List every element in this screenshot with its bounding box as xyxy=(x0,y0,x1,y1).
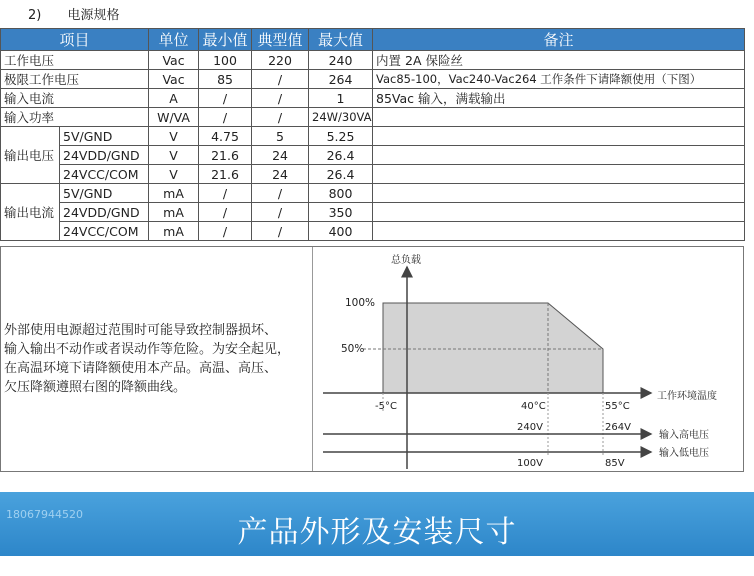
cell-unit: V xyxy=(149,146,199,165)
low-voltage-tick: 85V xyxy=(605,458,625,469)
cell-min: / xyxy=(199,203,252,222)
cell-note: 85Vac 输入，满载输出 xyxy=(373,89,745,108)
cell-note xyxy=(373,184,745,203)
temp-tick: -5°C xyxy=(375,401,397,412)
table-row xyxy=(1,89,745,108)
header-item: 项目 xyxy=(1,29,149,51)
table-row xyxy=(1,108,745,127)
cell-max: 800 xyxy=(309,184,373,203)
cell-typ: 24 xyxy=(252,165,309,184)
cell-typ: 24 xyxy=(252,146,309,165)
cell-max: 26.4 xyxy=(309,165,373,184)
cell-unit: W/VA xyxy=(149,108,199,127)
cell-min: 85 xyxy=(199,70,252,89)
cell-min: / xyxy=(199,108,252,127)
derating-panel xyxy=(0,246,744,472)
derating-chart-svg xyxy=(313,247,744,471)
header-typ: 典型值 xyxy=(252,29,309,51)
table-header-row xyxy=(1,29,745,51)
cell-typ: 220 xyxy=(252,51,309,70)
description-line: 欠压降额遵照右图的降额曲线。 xyxy=(4,380,187,395)
cell-unit: V xyxy=(149,127,199,146)
temp-axis-label: 工作环境温度 xyxy=(657,391,717,402)
cell-min: / xyxy=(199,184,252,203)
cell-max: 400 xyxy=(309,222,373,241)
cell-min: / xyxy=(199,222,252,241)
table-row xyxy=(1,165,745,184)
description-line: 外部使用电源超过范围时可能导致控制器损坏、 xyxy=(4,323,278,338)
cell-unit: mA xyxy=(149,184,199,203)
table-row xyxy=(1,146,745,165)
y-axis-label: 总负载 xyxy=(391,255,421,266)
cell-item: 工作电压 xyxy=(1,51,149,70)
cell-typ: / xyxy=(252,70,309,89)
cell-note xyxy=(373,165,745,184)
temp-tick: 55°C xyxy=(605,401,630,412)
description-line: 输入输出不动作或者误动作等危险。为安全起见， xyxy=(4,342,291,357)
cell-note xyxy=(373,127,745,146)
cell-sub: 24VCC/COM xyxy=(60,165,149,184)
section-heading xyxy=(28,4,120,23)
cell-max: 1 xyxy=(309,89,373,108)
table-row xyxy=(1,127,745,146)
cell-unit: Vac xyxy=(149,51,199,70)
y-tick-50: 50% xyxy=(341,343,365,355)
cell-sub: 5V/GND xyxy=(60,127,149,146)
cell-unit: V xyxy=(149,165,199,184)
cell-max: 26.4 xyxy=(309,146,373,165)
cell-note xyxy=(373,222,745,241)
cell-max: 350 xyxy=(309,203,373,222)
cell-group-output-voltage: 输出电压 xyxy=(1,127,60,184)
cell-item: 输入功率 xyxy=(1,108,149,127)
table-row xyxy=(1,222,745,241)
cell-min: 21.6 xyxy=(199,165,252,184)
derating-area xyxy=(383,303,603,393)
cell-note xyxy=(373,203,745,222)
cell-item: 输入电流 xyxy=(1,89,149,108)
y-tick-100: 100% xyxy=(345,297,376,309)
high-voltage-tick: 240V xyxy=(517,422,543,433)
cell-max: 24W/30VA xyxy=(309,108,373,127)
cell-typ: / xyxy=(252,108,309,127)
cell-sub: 24VDD/GND xyxy=(60,203,149,222)
cell-unit: mA xyxy=(149,222,199,241)
low-voltage-tick: 100V xyxy=(517,458,543,469)
cell-unit: mA xyxy=(149,203,199,222)
cell-sub: 5V/GND xyxy=(60,184,149,203)
low-voltage-label: 输入低电压 xyxy=(659,448,709,459)
cell-item: 极限工作电压 xyxy=(1,70,149,89)
section-title: 电源规格 xyxy=(67,8,120,23)
derating-chart xyxy=(313,247,744,471)
cell-typ: / xyxy=(252,222,309,241)
cell-min: 100 xyxy=(199,51,252,70)
cell-typ: 5 xyxy=(252,127,309,146)
temp-tick: 40°C xyxy=(521,401,546,412)
cell-min: 21.6 xyxy=(199,146,252,165)
section-number: 2) xyxy=(28,8,42,23)
power-spec-table xyxy=(0,28,745,241)
cell-typ: / xyxy=(252,203,309,222)
table-row xyxy=(1,184,745,203)
description-line: 在高温环境下请降额使用本产品。高温、高压、 xyxy=(4,361,278,376)
header-min: 最小值 xyxy=(199,29,252,51)
cell-note xyxy=(373,108,745,127)
cell-max: 264 xyxy=(309,70,373,89)
cell-unit: Vac xyxy=(149,70,199,89)
cell-typ: / xyxy=(252,184,309,203)
cell-note: Vac85-100，Vac240-Vac264 工作条件下请降额使用（下图） xyxy=(373,70,745,89)
table-row xyxy=(1,203,745,222)
cell-min: 4.75 xyxy=(199,127,252,146)
high-voltage-tick: 264V xyxy=(605,422,631,433)
cell-typ: / xyxy=(252,89,309,108)
section-banner xyxy=(0,492,754,556)
cell-sub: 24VDD/GND xyxy=(60,146,149,165)
cell-min: / xyxy=(199,89,252,108)
cell-note: 内置 2A 保险丝 xyxy=(373,51,745,70)
cell-group-output-current: 输出电流 xyxy=(1,184,60,241)
cell-unit: A xyxy=(149,89,199,108)
cell-sub: 24VCC/COM xyxy=(60,222,149,241)
header-note: 备注 xyxy=(373,29,745,51)
derating-description xyxy=(4,321,310,397)
cell-note xyxy=(373,146,745,165)
watermark-phone: 18067944520 xyxy=(6,508,83,521)
table-row xyxy=(1,70,745,89)
cell-max: 240 xyxy=(309,51,373,70)
high-voltage-label: 输入高电压 xyxy=(659,430,709,441)
header-max: 最大值 xyxy=(309,29,373,51)
banner-title: 产品外形及安装尺寸 xyxy=(237,515,517,550)
header-unit: 单位 xyxy=(149,29,199,51)
cell-max: 5.25 xyxy=(309,127,373,146)
table-row xyxy=(1,51,745,70)
